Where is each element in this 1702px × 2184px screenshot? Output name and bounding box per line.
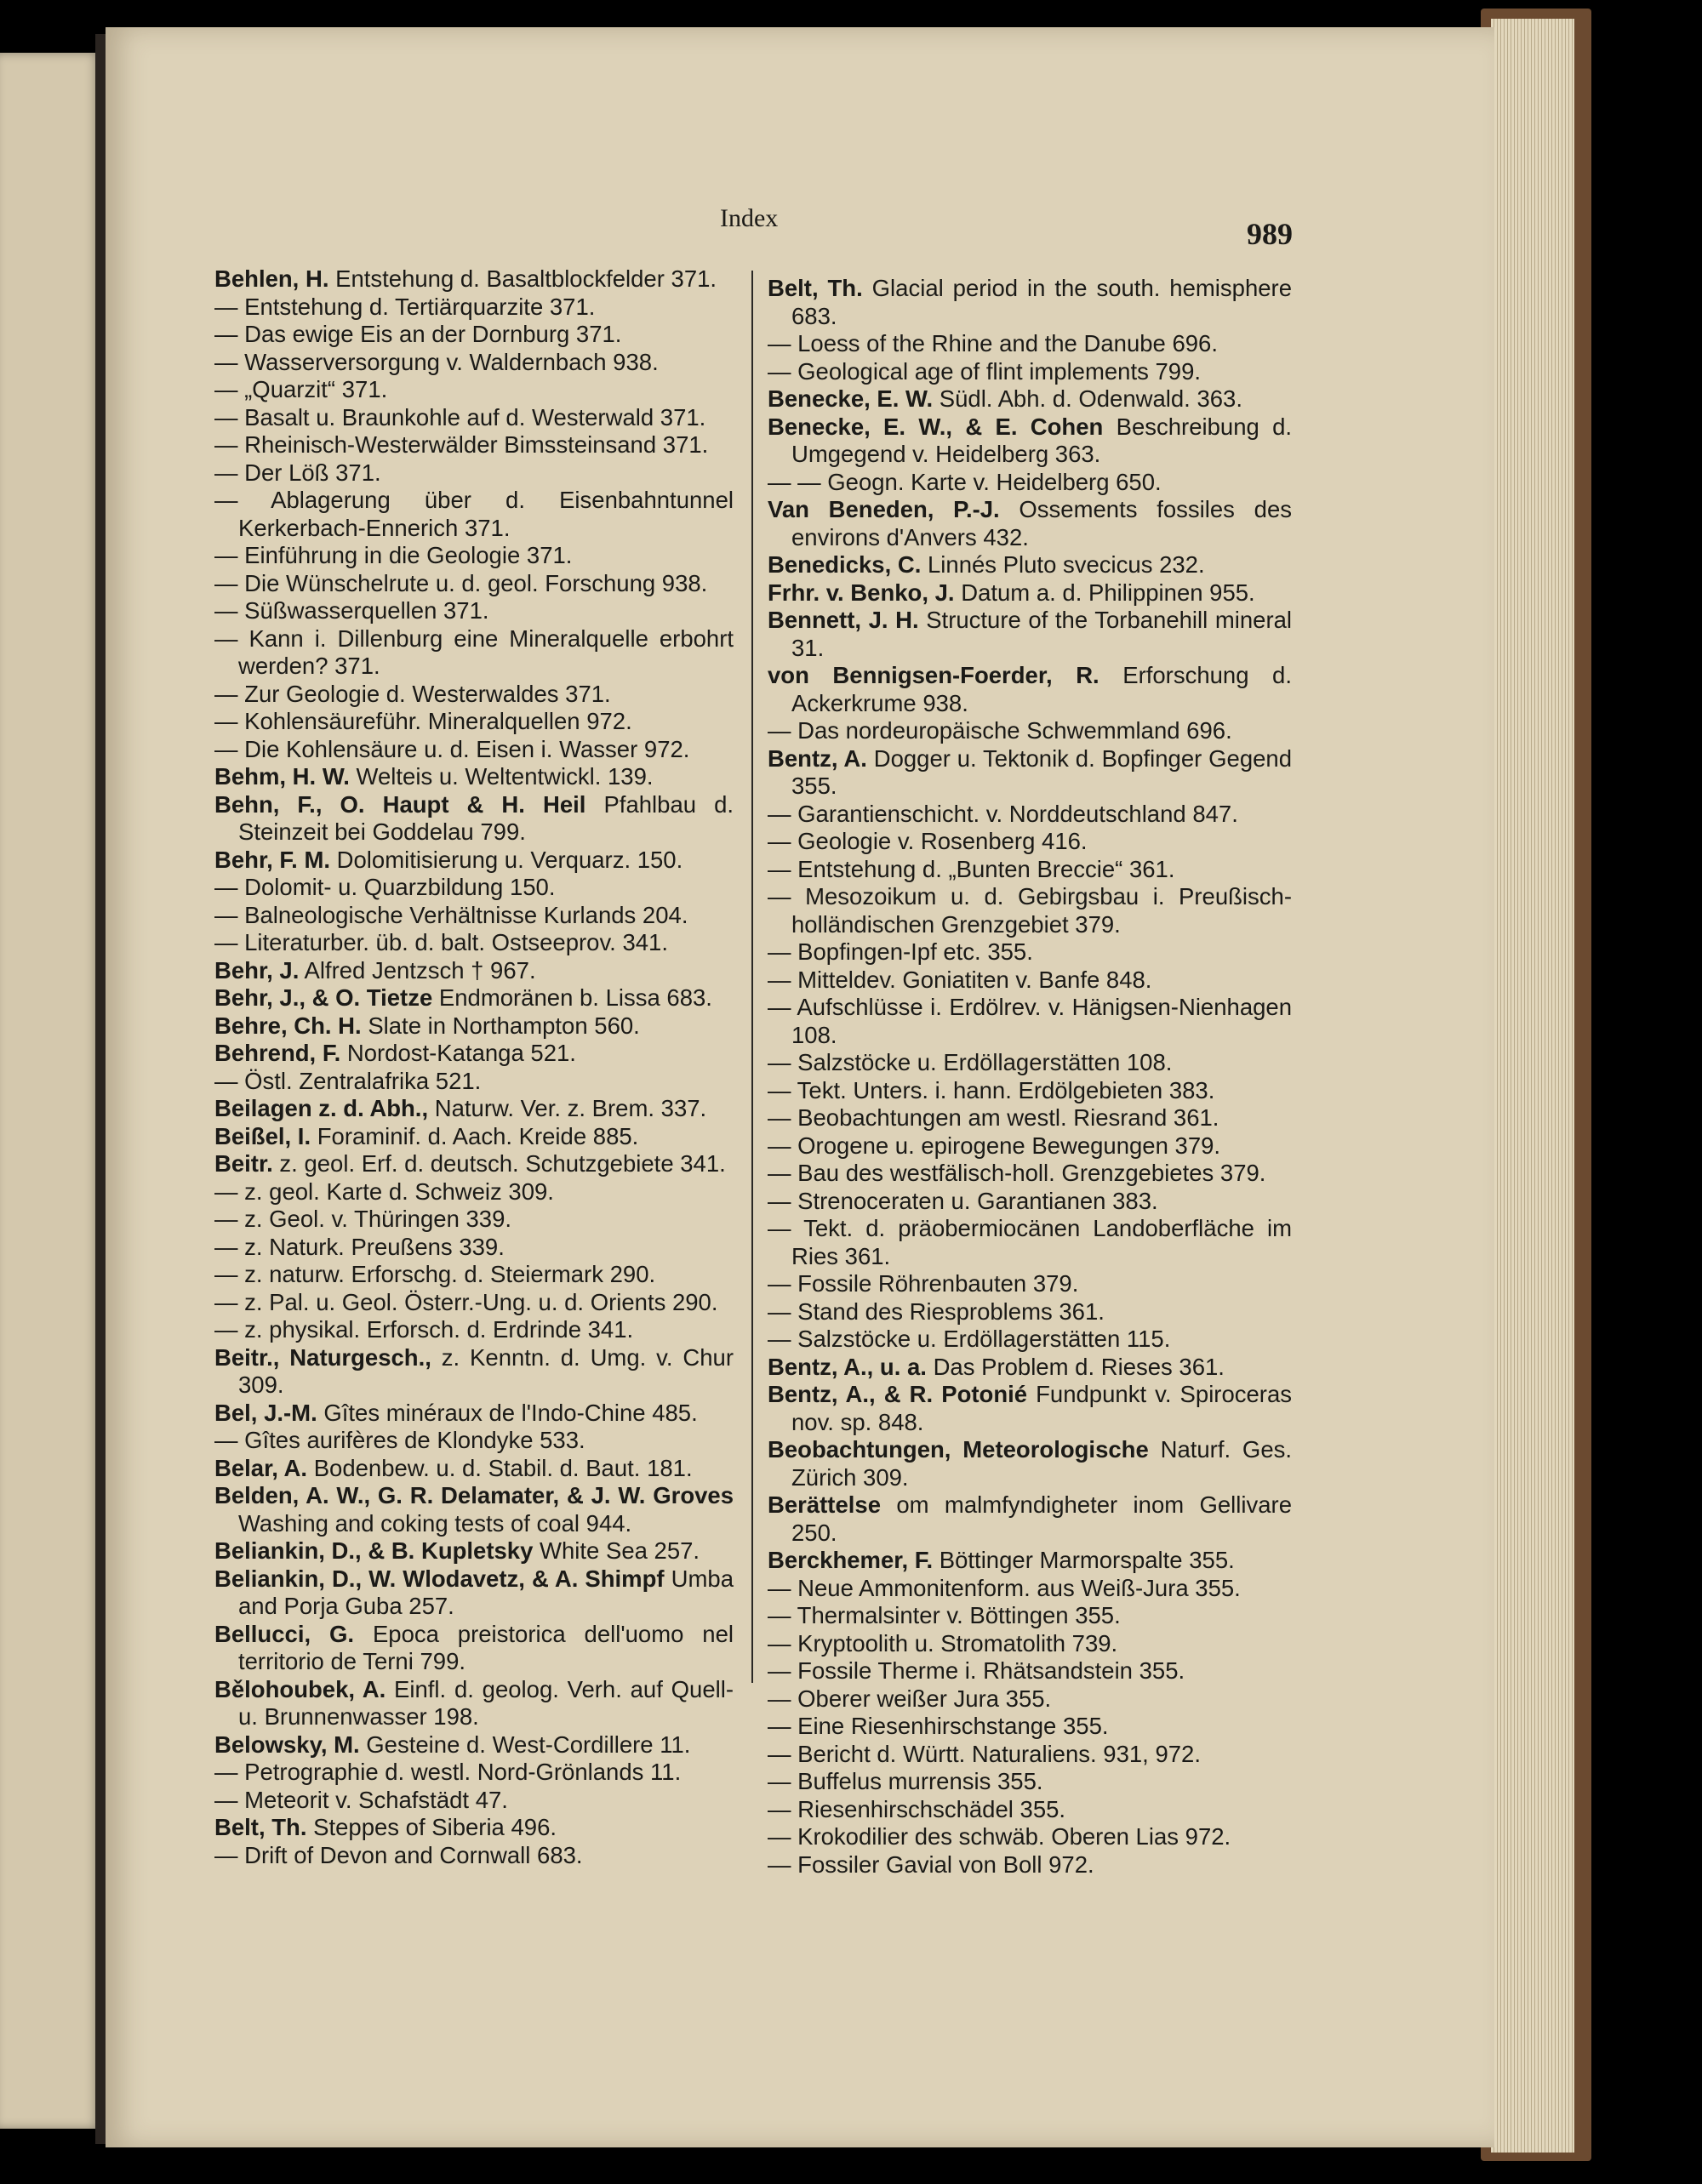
index-entry: [214, 1731, 734, 1759]
entry-text: — Orogene u. epirogene Bewegungen 379.: [768, 1132, 1221, 1159]
entry-text: Dolomitisierung u. Verquarz. 150.: [336, 846, 683, 873]
entry-author: Bentz, A.: [768, 744, 867, 772]
entry-text: — Fossile Therme i. Rhätsandstein 355.: [768, 1657, 1185, 1684]
index-entry: [214, 597, 734, 625]
index-entry: [214, 1178, 734, 1206]
index-entry: [214, 542, 734, 570]
entry-author: Benecke, E. W.: [768, 385, 934, 412]
entry-text: — Einführung in die Geologie 371.: [214, 542, 573, 568]
index-entry: [768, 1630, 1292, 1658]
entry-text: — Kryptoolith u. Stromatolith 739.: [768, 1629, 1118, 1657]
index-entry: [214, 1676, 734, 1731]
entry-text: — Mesozoikum u. d. Gebirgsbau i. Preußisch-holländischen Grenzgebiet 379.: [768, 883, 1292, 938]
index-entry: [768, 1104, 1292, 1132]
index-entry: [214, 1427, 734, 1455]
entry-text: Einfl. d. geolog. Verh. auf Quell- u. Brunnenwasser 198.: [238, 1675, 734, 1730]
entry-text: — Der Löß 371.: [214, 459, 381, 486]
entry-text: — Strenoceraten u. Garantianen 383.: [768, 1187, 1158, 1214]
entry-text: Naturf. Ges. Zürich 309.: [791, 1436, 1292, 1491]
entry-text: — Basalt u. Braunkohle auf d. Westerwald 371.: [214, 403, 706, 431]
entry-author: Belt, Th.: [214, 1814, 307, 1840]
entry-text: — z. Geol. v. Thüringen 339.: [214, 1206, 512, 1232]
entry-text: Steppes of Siberia 496.: [313, 1814, 557, 1840]
entry-text: Washing and coking tests of coal 944.: [238, 1509, 632, 1537]
entry-text: — Aufschlüsse i. Erdölrev. v. Hänigsen-Nienhagen 108.: [768, 994, 1292, 1048]
entry-text: — Rheinisch-Westerwälder Bimssteinsand 371.: [214, 431, 709, 458]
index-entry: [214, 321, 734, 349]
entry-text: — z. geol. Karte d. Schweiz 309.: [214, 1178, 554, 1205]
index-entry: [214, 1565, 734, 1621]
index-entry: [768, 1381, 1292, 1436]
entry-text: — Die Wünschelrute u. d. geol. Forschung 938.: [214, 569, 708, 596]
index-entry: [768, 1823, 1292, 1851]
index-entry: [214, 431, 734, 459]
index-entry: [214, 1234, 734, 1262]
entry-text: — Krokodilier des schwäb. Oberen Lias 972.: [768, 1823, 1231, 1850]
index-entry: [214, 1400, 734, 1428]
entry-author: Belt, Th.: [768, 275, 863, 301]
index-entry: [768, 1547, 1292, 1575]
index-entry: [768, 551, 1292, 579]
entry-text: — Neue Ammonitenform. aus Weiß-Jura 355.: [768, 1574, 1241, 1601]
index-column-left: [214, 265, 734, 1869]
entry-text: — Buffelus murrensis 355.: [768, 1768, 1043, 1794]
entry-text: — Eine Riesenhirschstange 355.: [768, 1713, 1109, 1739]
index-entry: [214, 874, 734, 902]
index-entry: [768, 1326, 1292, 1354]
index-entry: [768, 1298, 1292, 1326]
entry-text: — Kann i. Dillenburg eine Mineralquelle erbohrt werden? 371.: [214, 624, 734, 679]
entry-author: Behm, H. W.: [214, 763, 350, 790]
index-entry: [768, 1713, 1292, 1741]
index-entry: [768, 496, 1292, 551]
entry-text: — z. Naturk. Preußens 339.: [214, 1233, 505, 1260]
index-entry: [214, 929, 734, 957]
index-entry: [214, 625, 734, 681]
index-entry: [768, 745, 1292, 801]
entry-text: Gesteine d. West-Cordillere 11.: [366, 1731, 691, 1758]
entry-author: Benedicks, C.: [768, 551, 922, 578]
entry-text: — Entstehung d. Tertiärquarzite 371.: [214, 293, 596, 320]
entry-author: Behn, F., O. Haupt & H. Heil: [214, 790, 586, 818]
index-entry: [214, 984, 734, 1012]
entry-text: Bodenbew. u. d. Stabil. d. Baut. 181.: [313, 1454, 693, 1481]
index-entry: [768, 1768, 1292, 1796]
entry-text: Böttinger Marmorspalte 355.: [939, 1547, 1235, 1573]
entry-author: Berättelse: [768, 1491, 881, 1518]
index-entry: [768, 1491, 1292, 1547]
entry-text: Entstehung d. Basaltblockfelder 371.: [335, 265, 717, 292]
entry-author: Bel, J.-M.: [214, 1399, 317, 1426]
index-entry: [214, 1842, 734, 1870]
index-entry: [214, 1621, 734, 1676]
index-entry: [214, 1814, 734, 1842]
entry-author: Beitr.: [214, 1150, 273, 1177]
page-number: 989: [1247, 217, 1293, 251]
index-entry: [214, 570, 734, 598]
entry-author: Bentz, A., & R. Potonié: [768, 1381, 1028, 1407]
entry-text: — Entstehung d. „Bunten Breccie“ 361.: [768, 855, 1175, 882]
entry-text: White Sea 257.: [540, 1537, 700, 1564]
index-entry: [214, 1482, 734, 1537]
entry-author: Berckhemer, F.: [768, 1547, 934, 1573]
entry-text: — Drift of Devon and Cornwall 683.: [214, 1841, 583, 1868]
index-entry: [214, 349, 734, 377]
entry-text: — Mitteldev. Goniatiten v. Banfe 848.: [768, 966, 1152, 993]
entry-text: z. Kenntn. d. Umg. v. Chur 309.: [238, 1343, 734, 1398]
index-entry: [768, 1602, 1292, 1630]
entry-text: — Das ewige Eis an der Dornburg 371.: [214, 321, 622, 347]
index-entry: [214, 902, 734, 930]
index-entry: [768, 1796, 1292, 1824]
entry-author: Beliankin, D., & B. Kupletsky: [214, 1537, 534, 1564]
entry-text: Nordost-Katanga 521.: [346, 1040, 576, 1066]
entry-text: — Oberer weißer Jura 355.: [768, 1685, 1052, 1712]
index-entry: [214, 1316, 734, 1344]
facing-page-edge: [0, 53, 100, 2129]
index-entry: [214, 376, 734, 404]
index-entry: [214, 791, 734, 847]
entry-author: Beitr., Naturgesch.,: [214, 1343, 431, 1371]
index-entry: [768, 856, 1292, 884]
entry-text: — Salzstöcke u. Erdöllagerstätten 115.: [768, 1326, 1171, 1352]
index-entry: [214, 1537, 734, 1565]
entry-text: Naturw. Ver. z. Brem. 337.: [434, 1095, 707, 1121]
entry-text: Südl. Abh. d. Odenwald. 363.: [939, 385, 1242, 412]
index-entry: [768, 1657, 1292, 1685]
entry-author: Van Beneden, P.-J.: [768, 496, 1000, 522]
entry-author: Frhr. v. Benko, J.: [768, 579, 955, 606]
index-entry: [214, 1759, 734, 1787]
index-entry: [768, 607, 1292, 662]
index-entry: [768, 275, 1292, 330]
entry-author: Behrend, F.: [214, 1040, 341, 1066]
entry-author: Beißel, I.: [214, 1122, 311, 1149]
entry-text: — Petrographie d. westl. Nord-Grönlands 11.: [214, 1759, 682, 1785]
index-entry: [214, 708, 734, 736]
index-entry: [768, 1436, 1292, 1491]
index-entry: [768, 1270, 1292, 1298]
entry-text: Gîtes minéraux de l'Indo-Chine 485.: [323, 1399, 698, 1426]
index-entry: [768, 967, 1292, 995]
index-entry: [214, 1123, 734, 1151]
entry-text: Welteis u. Weltentwickl. 139.: [356, 763, 654, 790]
index-entry: [768, 801, 1292, 829]
entry-text: — Beobachtungen am westl. Riesrand 361.: [768, 1104, 1219, 1131]
entry-author: Belar, A.: [214, 1454, 308, 1481]
entry-text: — Kohlensäureführ. Mineralquellen 972.: [214, 708, 632, 734]
index-entry: [768, 828, 1292, 856]
index-entry: [214, 487, 734, 542]
index-entry: [214, 1787, 734, 1815]
index-entry: [768, 1685, 1292, 1714]
entry-author: Beilagen z. d. Abh.,: [214, 1095, 429, 1121]
index-entry: [214, 847, 734, 875]
entry-text: — Thermalsinter v. Böttingen 355.: [768, 1602, 1121, 1628]
index-entry: [768, 994, 1292, 1049]
entry-text: — Riesenhirschschädel 355.: [768, 1795, 1066, 1822]
index-entry: [768, 883, 1292, 938]
index-entry: [214, 1206, 734, 1234]
index-entry: [768, 1132, 1292, 1160]
entry-author: Beobachtungen, Meteorologische: [768, 1436, 1149, 1463]
index-entry: [768, 1575, 1292, 1603]
index-entry: [214, 265, 734, 294]
entry-text: — — Geogn. Karte v. Heidelberg 650.: [768, 468, 1162, 495]
index-entry: [214, 294, 734, 322]
entry-text: — Süßwasserquellen 371.: [214, 597, 489, 624]
column-divider: [751, 271, 753, 1683]
entry-text: — „Quarzit“ 371.: [214, 376, 388, 402]
entry-text: Glacial period in the south. hemisphere 683.: [791, 275, 1292, 329]
entry-text: — Tekt. d. präobermiocänen Landoberfläche im Ries 361.: [768, 1215, 1292, 1269]
entry-text: Slate in Northampton 560.: [368, 1012, 640, 1039]
entry-text: Das Problem d. Rieses 361.: [933, 1353, 1225, 1380]
index-entry: [214, 763, 734, 791]
index-entry: [214, 1261, 734, 1289]
entry-text: — Bau des westfälisch-holl. Grenzgebietes 379.: [768, 1160, 1266, 1186]
index-entry: [214, 1095, 734, 1123]
index-entry: [214, 681, 734, 709]
entry-text: Ossements fossiles des environs d'Anvers 432.: [791, 496, 1292, 550]
index-entry: [768, 330, 1292, 358]
index-entry: [214, 459, 734, 488]
entry-text: — Balneologische Verhältnisse Kurlands 204.: [214, 901, 688, 928]
entry-text: — Tekt. Unters. i. hann. Erdölgebieten 383.: [768, 1076, 1215, 1103]
entry-author: Behr, J., & O. Tietze: [214, 984, 433, 1011]
index-entry: [214, 404, 734, 432]
index-entry: [768, 1188, 1292, 1216]
page-header: Index: [720, 204, 779, 232]
entry-text: — Wasserversorgung v. Waldernbach 938.: [214, 348, 659, 375]
index-entry: [214, 957, 734, 985]
index-entry: [768, 1354, 1292, 1382]
index-entry: [214, 1344, 734, 1400]
entry-text: Linnés Pluto svecicus 232.: [928, 551, 1205, 578]
index-entry: [214, 1012, 734, 1041]
entry-text: Alfred Jentzsch † 967.: [304, 956, 536, 984]
entry-text: Beschreibung d. Umgegend v. Heidelberg 363.: [791, 413, 1293, 467]
index-entry: [768, 413, 1292, 469]
entry-author: von Bennigsen-Foerder, R.: [768, 662, 1099, 688]
index-entry: [214, 1150, 734, 1178]
entry-text: Umba and Porja Guba 257.: [238, 1565, 734, 1619]
entry-text: — Zur Geologie d. Westerwaldes 371.: [214, 680, 611, 707]
entry-text: — Ablagerung über d. Eisenbahntunnel Kerkerbach-Ennerich 371.: [214, 487, 734, 541]
entry-author: Belden, A. W., G. R. Delamater, & J. W. Groves: [214, 1482, 734, 1508]
entry-text: z. geol. Erf. d. deutsch. Schutzgebiete 341.: [279, 1150, 726, 1177]
entry-author: Behr, F. M.: [214, 846, 330, 873]
index-entry: [768, 1049, 1292, 1077]
entry-text: Erforschung d. Ackerkrume 938.: [791, 662, 1292, 716]
index-entry: [768, 717, 1292, 745]
index-entry: [768, 579, 1292, 607]
entry-text: — z. physikal. Erforsch. d. Erdrinde 341.: [214, 1316, 634, 1343]
index-entry: [768, 469, 1292, 497]
entry-text: Fundpunkt v. Spiroceras nov. sp. 848.: [791, 1381, 1292, 1435]
index-entry: [768, 938, 1292, 967]
entry-text: — Geological age of flint implements 799.: [768, 357, 1202, 385]
entry-author: Bennett, J. H.: [768, 607, 919, 633]
entry-text: — Loess of the Rhine and the Danube 696.: [768, 330, 1218, 356]
index-entry: [768, 1741, 1292, 1769]
entry-author: Bellucci, G.: [214, 1620, 355, 1647]
entry-author: Beliankin, D., W. Wlodavetz, & A. Shimpf: [214, 1565, 665, 1592]
entry-author: Benecke, E. W., & E. Cohen: [768, 413, 1104, 440]
index-column-right: [768, 275, 1292, 1879]
entry-text: — Bopfingen-Ipf etc. 355.: [768, 938, 1033, 965]
entry-text: Foraminif. d. Aach. Kreide 885.: [317, 1122, 639, 1149]
index-entry: [214, 736, 734, 764]
entry-author: Bělohoubek, A.: [214, 1675, 386, 1702]
entry-text: — Dolomit- u. Quarzbildung 150.: [214, 874, 556, 900]
index-entry: [768, 1215, 1292, 1270]
entry-text: — Literaturber. üb. d. balt. Ostseeprov. 341.: [214, 929, 668, 955]
entry-text: — Geologie v. Rosenberg 416.: [768, 828, 1088, 854]
index-entry: [214, 1040, 734, 1068]
entry-text: — Das nordeuropäische Schwemmland 696.: [768, 717, 1232, 744]
entry-text: Endmoränen b. Lissa 683.: [438, 984, 712, 1011]
entry-author: Bentz, A., u. a.: [768, 1353, 927, 1380]
entry-text: Epoca preistorica dell'uomo nel territorio de Terni 799.: [238, 1620, 734, 1674]
entry-text: Pfahlbau d. Steinzeit bei Goddelau 799.: [238, 790, 734, 845]
entry-author: Behr, J.: [214, 956, 300, 984]
entry-text: — Östl. Zentralafrika 521.: [214, 1067, 482, 1094]
entry-text: — Stand des Riesproblems 361.: [768, 1297, 1105, 1325]
entry-author: Behre, Ch. H.: [214, 1012, 362, 1039]
entry-text: — Meteorit v. Schafstädt 47.: [214, 1786, 508, 1813]
entry-text: Structure of the Torbanehill mineral 31.: [791, 607, 1292, 661]
index-entry: [768, 1851, 1292, 1879]
entry-text: — Salzstöcke u. Erdöllagerstätten 108.: [768, 1049, 1173, 1075]
index-entry: [768, 1077, 1292, 1105]
page-edges: [1491, 19, 1574, 2153]
index-entry: [768, 385, 1292, 413]
entry-text: — Die Kohlensäure u. d. Eisen i. Wasser 972.: [214, 735, 690, 762]
entry-text: Datum a. d. Philippinen 955.: [961, 579, 1255, 606]
entry-text: — Bericht d. Württ. Naturaliens. 931, 972.: [768, 1740, 1201, 1767]
index-entry: [768, 358, 1292, 386]
entry-author: Behlen, H.: [214, 265, 329, 292]
entry-text: — z. naturw. Erforschg. d. Steiermark 290.: [214, 1261, 656, 1287]
entry-text: Dogger u. Tektonik d. Bopfinger Gegend 355.: [791, 744, 1293, 799]
entry-author: Belowsky, M.: [214, 1731, 360, 1758]
entry-text: — Gîtes aurifères de Klondyke 533.: [214, 1427, 585, 1453]
entry-text: om malmfyndigheter inom Gellivare 250.: [791, 1491, 1293, 1546]
index-entry: [214, 1289, 734, 1317]
entry-text: — z. Pal. u. Geol. Österr.-Ung. u. d. Orients 290.: [214, 1288, 718, 1315]
entry-text: — Fossile Röhrenbauten 379.: [768, 1270, 1079, 1297]
index-entry: [214, 1068, 734, 1096]
entry-text: — Garantienschicht. v. Norddeutschland 847.: [768, 800, 1238, 827]
index-entry: [214, 1455, 734, 1483]
entry-text: — Fossiler Gavial von Boll 972.: [768, 1850, 1094, 1878]
index-entry: [768, 662, 1292, 717]
index-entry: [768, 1160, 1292, 1188]
